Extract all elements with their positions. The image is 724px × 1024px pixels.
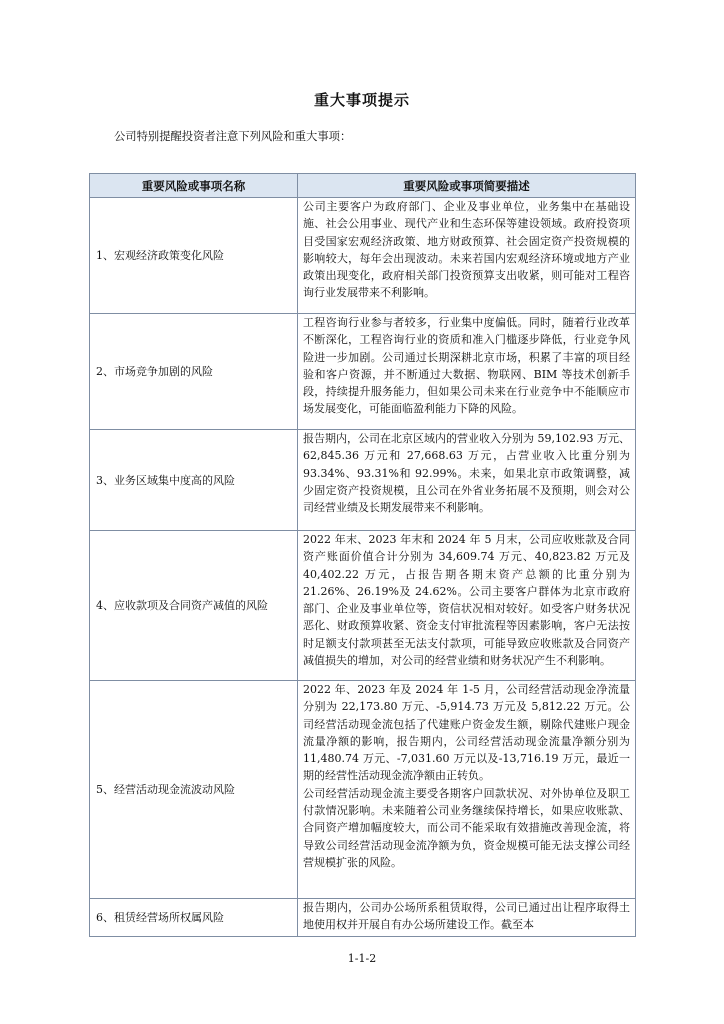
table-row (90, 430, 636, 531)
risk-name-cell: 3、业务区域集中度高的风险 (90, 430, 298, 531)
risk-description-cell (298, 198, 636, 314)
risk-description-cell (298, 899, 636, 937)
risk-table (89, 173, 636, 937)
risk-name-cell: 2、市场竞争加剧的风险 (90, 314, 298, 430)
header-risk-name: 重要风险或事项名称 (90, 174, 298, 198)
page-number: 1-1-2 (347, 952, 377, 965)
risk-description-paragraph: 报告期内，公司办公场所系租赁取得，公司已通过出让程序取得土地使用权并开展自有办公场所建设工作。截至本 (303, 901, 630, 932)
table-row (90, 531, 636, 681)
page-title: 重大事项提示 (313, 91, 410, 109)
table-row (90, 314, 636, 430)
risk-description-cell (298, 531, 636, 681)
risk-name-cell: 6、租赁经营场所权属风险 (90, 899, 298, 937)
risk-description-paragraph: 公司主要客户为政府部门、企业及事业单位，业务集中在基础设施、社会公用事业、现代产业和生态环保等建设领域。政府投资项目受国家宏观经济政策、地方财政预算、社会固定资产投资规模的影响较大，每年会出现波动。未来若国内宏观经济环境或地方产业政策出现变化，政府相关部门投资预算支出收紧，则可能对工程咨询行业发展带来不利影响。 (303, 200, 630, 300)
risk-description-cell (298, 314, 636, 430)
table-header-row (90, 174, 636, 198)
risk-name-cell: 5、经营活动现金流波动风险 (90, 681, 298, 899)
intro-text: 公司特别提醒投资者注意下列风险和重大事项： (114, 130, 352, 143)
risk-description-paragraph: 2022 年、2023 年及 2024 年 1-5 月，公司经营活动现金净流量分别为 22,173.80 万元、-5,914.73 万元及 5,812.22 万元。公司经营活动现金流包括了代建账户资金发生额，剔除代建账户现金流量净额的影响，报告期内，公司经营活动现金流量净额分别为 11,480.74 万元、-7,031.60 万元以及-13,716.19 万元，最近一期的经营性活动现金流净额由正转负。 (303, 683, 630, 783)
header-risk-description: 重要风险或事项简要描述 (298, 174, 636, 198)
risk-description-paragraph: 报告期内，公司在北京区域内的营业收入分别为 59,102.93 万元、62,845.36 万元和 27,668.63 万元，占营业收入比重分别为 93.34%、93.31%和 92.99%。未来，如果北京市政策调整，减少固定资产投资规模，且公司在外省业务拓展不及预期，则会对公司经营业绩及长期发展带来不利影响。 (303, 432, 630, 515)
risk-description-paragraph: 工程咨询行业参与者较多，行业集中度偏低。同时，随着行业改革不断深化，工程咨询行业的资质和准入门槛逐步降低，行业竞争风险进一步加剧。公司通过长期深耕北京市场，积累了丰富的项目经验和客户资源，并不断通过大数据、物联网、BIM 等技术创新手段，持续提升服务能力，但如果公司未来在行业竞争中不能顺应市场发展变化，可能面临盈利能力下降的风险。 (303, 316, 630, 416)
risk-description-paragraph: 公司经营活动现金流主要受各期客户回款状况、对外协单位及职工付款情况影响。未来随着公司业务继续保持增长，如果应收账款、合同资产增加幅度较大，而公司不能采取有效措施改善现金流，将导致公司经营活动现金流净额为负，资金规模可能无法支撑公司经营规模扩张的风险。 (303, 786, 630, 869)
table-row (90, 899, 636, 937)
risk-name-cell: 1、宏观经济政策变化风险 (90, 198, 298, 314)
risk-description-cell (298, 430, 636, 531)
risk-name-cell: 4、应收款项及合同资产减值的风险 (90, 531, 298, 681)
risk-description-paragraph: 2022 年末、2023 年末和 2024 年 5 月末，公司应收账款及合同资产账面价值合计分别为 34,609.74 万元、40,823.82 万元及 40,402.22 万元，占报告期各期末资产总额的比重分别为 21.26%、26.19%及 24.62%。公司主要客户群体为北京市政府部门、企业及事业单位等，资信状况相对较好。如受客户财务状况恶化、财政预算收紧、资金支付审批流程等因素影响，客户无法按时足额支付款项甚至无法支付款项，可能导致应收账款及合同资产减值损失的增加，对公司的经营业绩和财务状况产生不利影响。 (303, 533, 630, 668)
risk-description-cell (298, 681, 636, 899)
table-row (90, 681, 636, 899)
table-row (90, 198, 636, 314)
